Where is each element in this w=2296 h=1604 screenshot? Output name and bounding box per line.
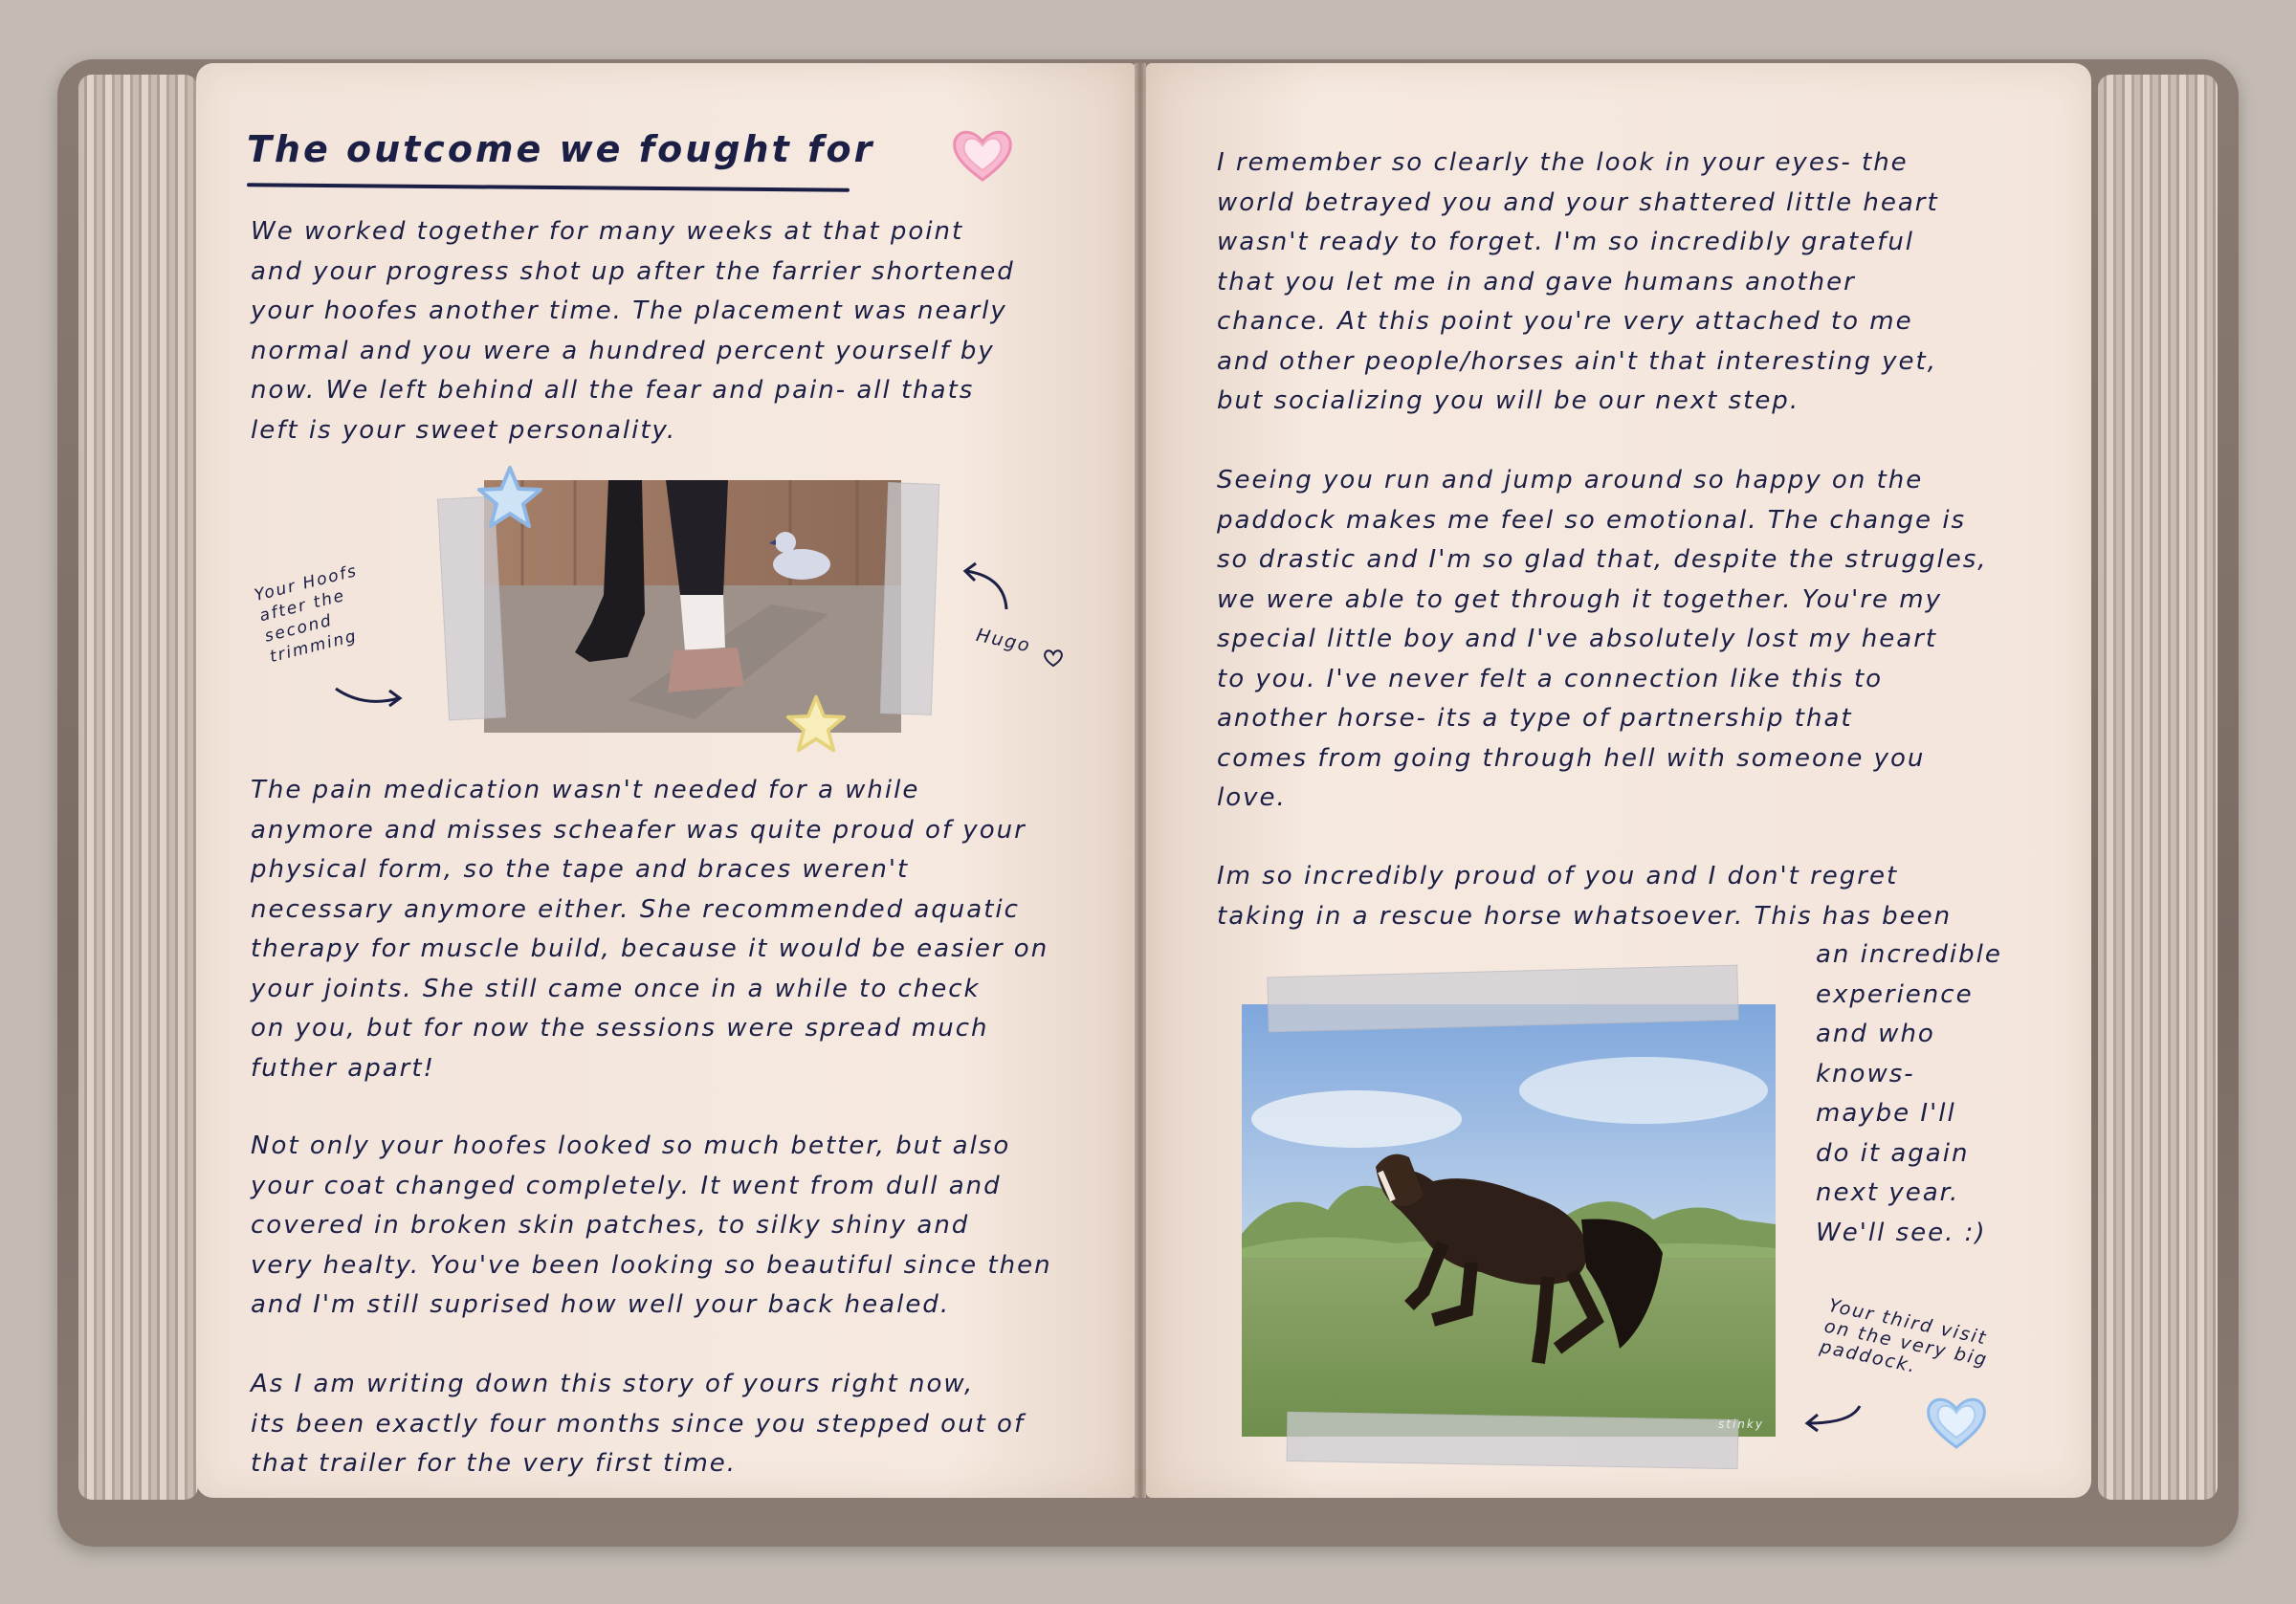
left-page-edges (78, 75, 198, 1500)
paddock-photo (1242, 1004, 1776, 1437)
left-paragraph-1: We worked together for many weeks at that point and your progress shot up after the farrier shortened your hoofes another time. The placement was nearly normal and you were a hundred percent yourself by now. We left behind all the fear and pain- all thats left is your sweet personality. (251, 217, 1015, 445)
right-paragraph-1: I remember so clearly the look in your eyes- the world betrayed you and your shattered little heart wasn't ready to forget. I'm so incredibly grateful that you let me in and gave humans another chance. At this point you're very attached to me and other people/horses ain't that interesting yet, but socializing you will be our next step. (1217, 148, 1939, 415)
left-paragraph-2: The pain medication wasn't needed for a while anymore and misses scheafer was quite proud of your physical form, so the tape and braces weren't necessary anymore either. She recommended aquatic therapy for muscle build, because it would be easier on your joints. She still came once in a while to check on you, but for now the sessions were spread much futher apart! (251, 776, 1049, 1083)
yellow-star-icon (784, 693, 848, 755)
tape-strip (1287, 1412, 1739, 1469)
note-hugo: Hugo (974, 624, 1033, 657)
page-title: The outcome we fought for (247, 128, 875, 170)
signature: stinky (1718, 1417, 1764, 1431)
right-page-edges (2098, 75, 2218, 1500)
arrow-icon (1799, 1398, 1866, 1433)
right-paragraph-3: Im so incredibly proud of you and I don't regret taking in a rescue horse whatsoever. This has been (1217, 862, 1953, 931)
pink-heart-icon (949, 124, 1016, 186)
book-spine (1135, 63, 1146, 1498)
left-paragraph-4: As I am writing down this story of yours right now, its been exactly four months since you stepped out of that trailer for the very first time. (251, 1370, 1026, 1478)
right-paragraph-3-side: an incredible experience and who knows- maybe I'll do it again next year. We'll see. :) (1816, 940, 2002, 1247)
note-hoofs: Your Hoofs after the second trimming (252, 560, 361, 668)
small-heart-icon (1043, 648, 1064, 668)
tape-strip (880, 482, 939, 715)
right-paragraph-2: Seeing you run and jump around so happy on the paddock makes me feel so emotional. The change is so drastic and I'm so glad that, despite the struggles, we were able to get through it together. You're my special little boy and I've absolutely lost my heart to you. I've never felt a connection like this to another horse- its a type of partnership that comes from going through hell with someone you love. (1217, 466, 1988, 812)
left-paragraph-3: Not only your hoofes looked so much better, but also your coat changed completely. It went from dull and covered in broken skin patches, to silky shiny and very healty. You've been looking so beautiful since then and I'm still suprised how well your back healed. (251, 1132, 1052, 1319)
arrow-icon (957, 560, 1014, 617)
arrow-icon (330, 675, 407, 714)
blue-star-icon (475, 464, 544, 531)
note-paddock: Your third visit on the very big paddock. (1818, 1294, 1991, 1377)
blue-heart-icon (1923, 1392, 1990, 1453)
